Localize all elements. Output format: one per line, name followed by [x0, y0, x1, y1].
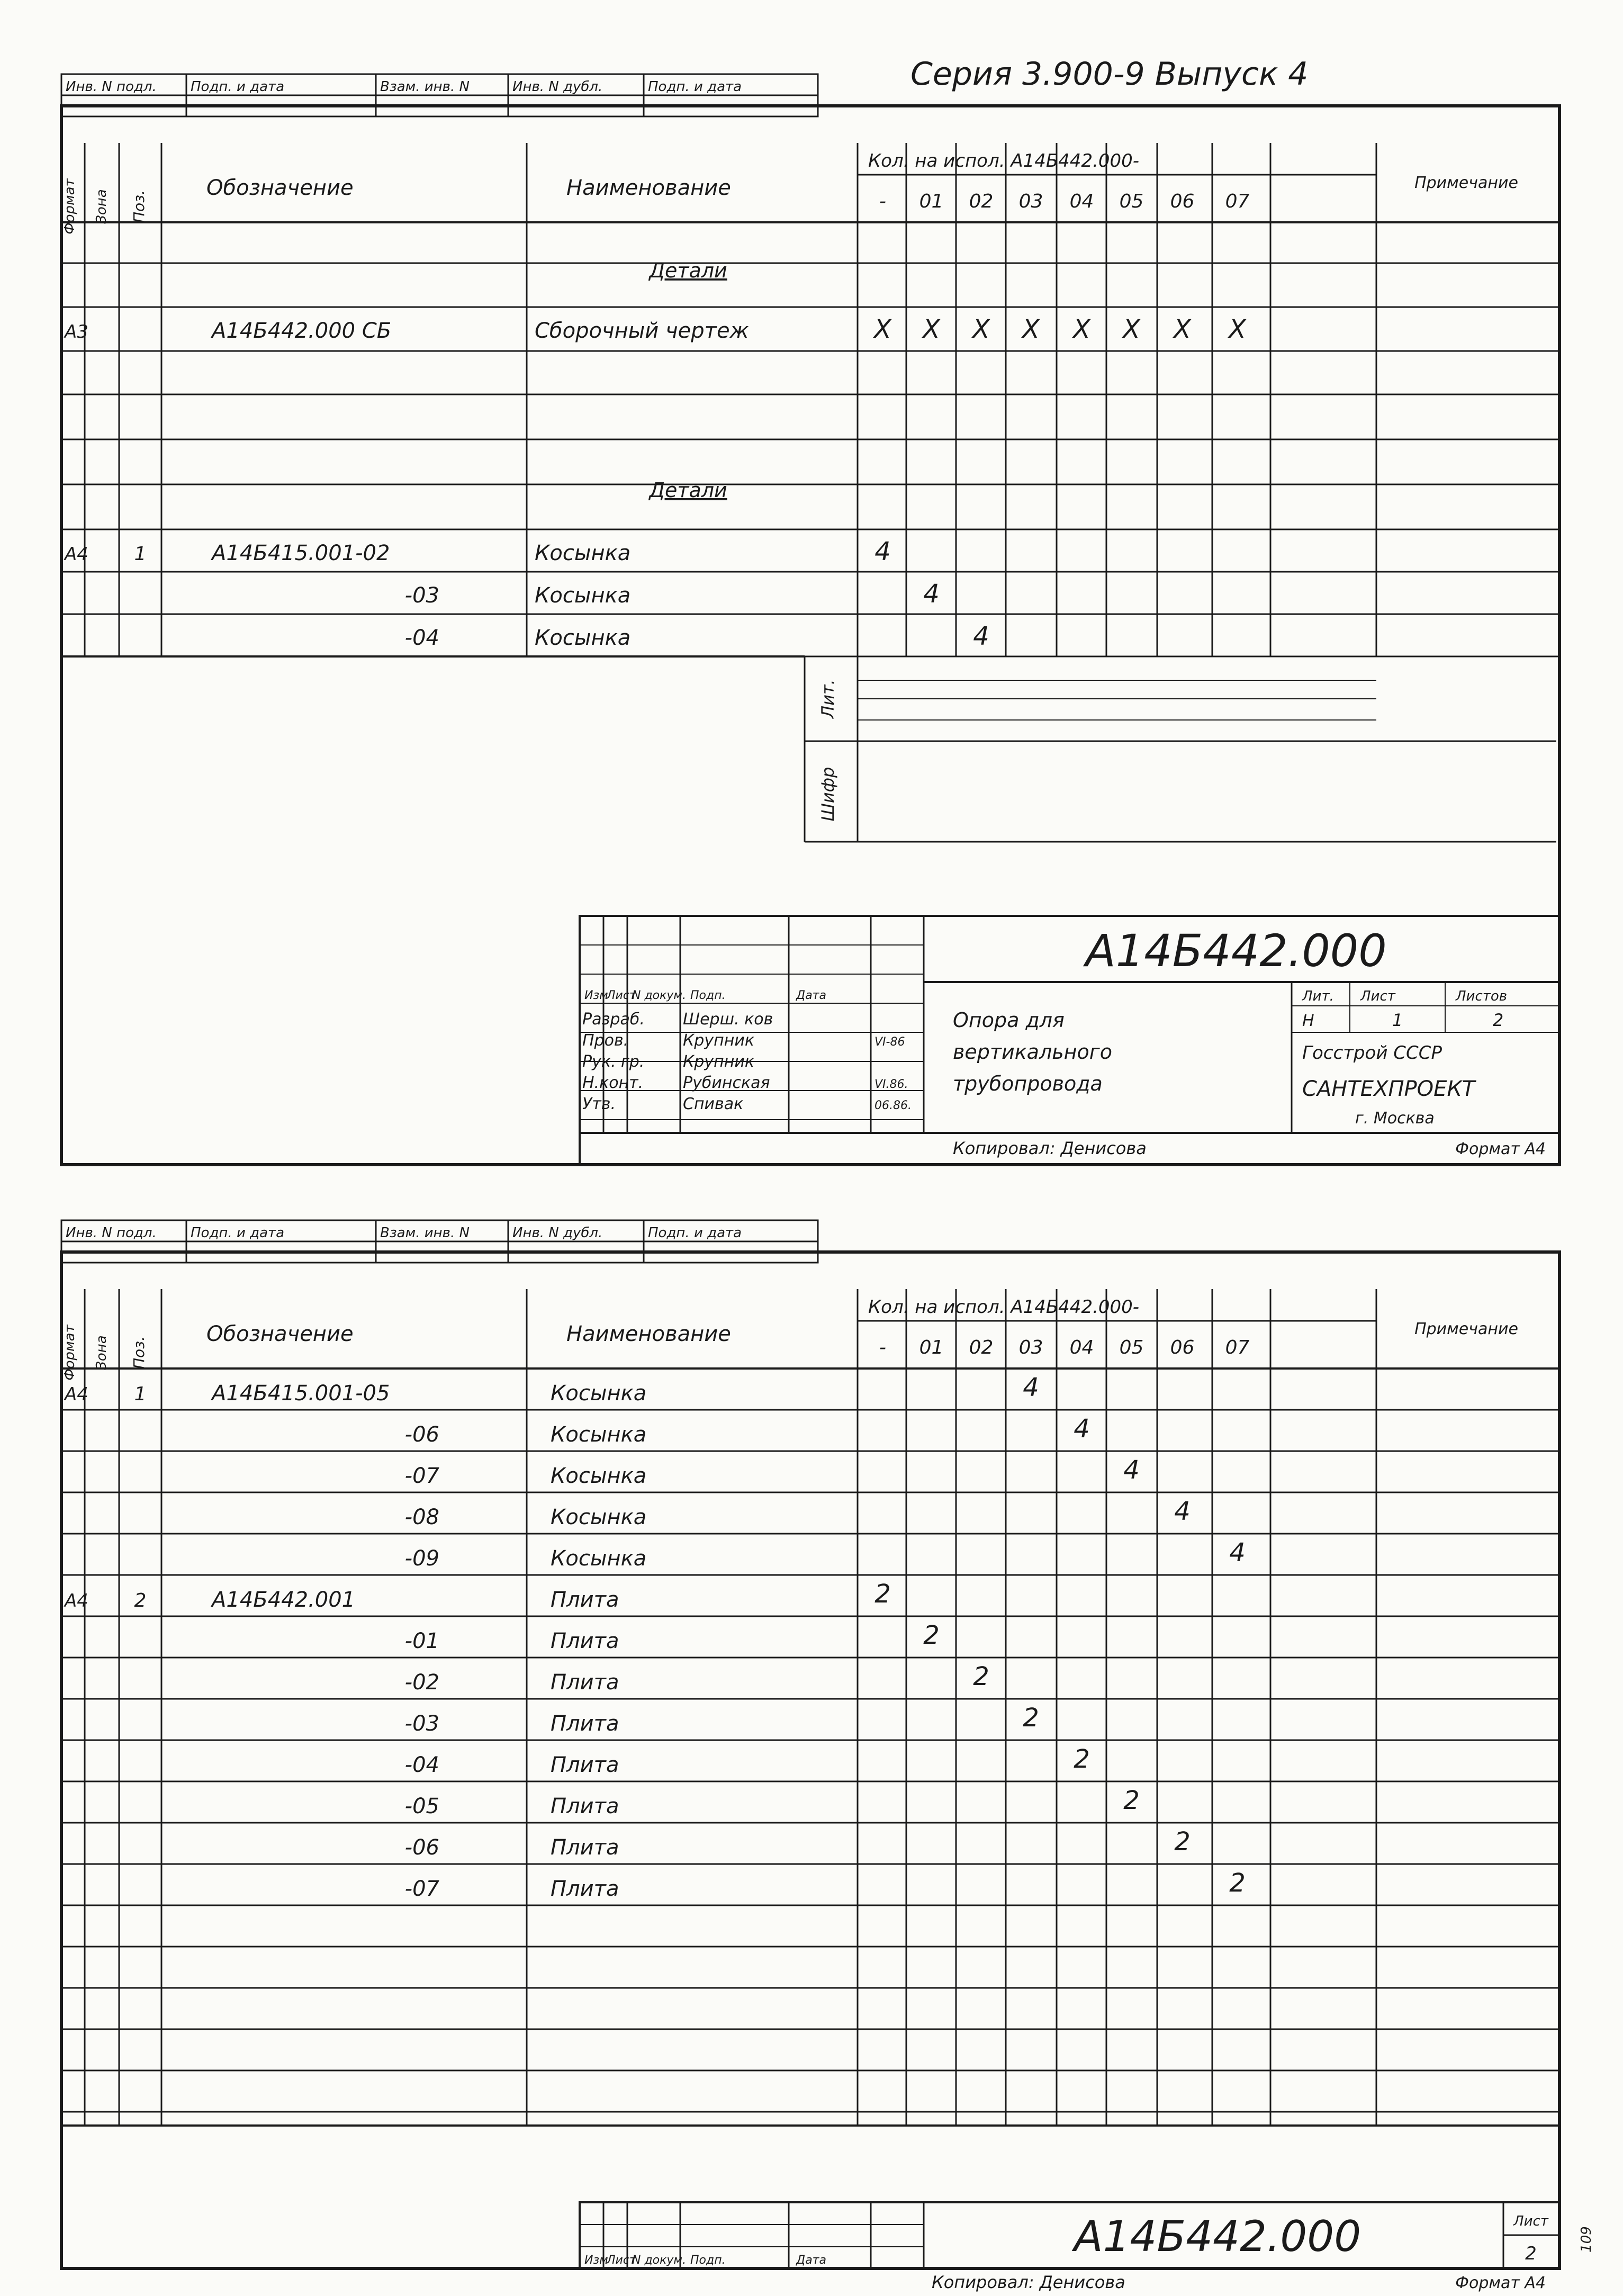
row-qty-4: 4: [1074, 1414, 1090, 1444]
row-name: Плита: [551, 1877, 619, 1901]
change-header: N докум.: [632, 2254, 687, 2267]
role-label: Н.конт.: [582, 1074, 644, 1092]
person-name: Спивак: [683, 1095, 744, 1113]
row-designation: -05: [404, 1794, 439, 1818]
lit-value: Н: [1302, 1012, 1314, 1030]
format-header: Формат: [62, 178, 78, 235]
row-designation: -06: [404, 1422, 439, 1447]
qty-title-header: Кол. на испол. А14Б442.000-: [868, 1296, 1140, 1318]
row-designation: -03: [404, 583, 439, 608]
format-header: Формат: [62, 1325, 78, 1381]
copied-by: Копировал: Денисова: [953, 1138, 1147, 1158]
role-label: Пров.: [582, 1031, 629, 1050]
qty-title-header: Кол. на испол. А14Б442.000-: [868, 150, 1140, 172]
role-label: Рук. гр.: [582, 1052, 645, 1071]
row-name: Косынка: [535, 626, 631, 650]
row-qty-1: X: [923, 314, 940, 344]
change-header: N докум.: [632, 989, 687, 1002]
row-qty-7: 2: [1229, 1868, 1246, 1898]
row-qty-5: 2: [1123, 1786, 1140, 1815]
row-name: Плита: [551, 1835, 619, 1860]
row-name: Плита: [551, 1794, 619, 1818]
cipher-label: Шифр: [818, 767, 838, 822]
name-header: Наименование: [566, 1322, 731, 1346]
row-name: Плита: [551, 1670, 619, 1695]
row-qty-5: 4: [1123, 1455, 1140, 1485]
sheet-value: 2: [1525, 2243, 1537, 2264]
org-line: САНТЕХПРОЕКТ: [1302, 1077, 1475, 1101]
sheet-2: [61, 1220, 1594, 2292]
row-designation: -07: [404, 1464, 439, 1488]
qty-col-header-0: -: [879, 191, 886, 212]
row-qty-3: 4: [1023, 1373, 1039, 1402]
org-line: Госстрой СССР: [1302, 1042, 1442, 1064]
format-label: Формат А4: [1455, 1140, 1546, 1158]
row-qty-3: X: [1022, 314, 1040, 344]
change-header: Лист: [607, 989, 636, 1002]
row-name: Косынка: [551, 1464, 647, 1488]
title-block: [580, 2202, 1559, 2268]
row-designation: А14Б415.001-05: [212, 1381, 390, 1406]
row-pos: 1: [134, 543, 147, 565]
lit-label: Лит.: [1302, 988, 1334, 1004]
qty-col-header-5: 05: [1119, 1337, 1144, 1358]
qty-col-header-0: -: [879, 1337, 886, 1358]
qty-col-header-3: 03: [1018, 1337, 1043, 1358]
change-header: Подп.: [690, 989, 726, 1002]
sheet-label: Лист: [1360, 988, 1395, 1004]
change-header: Дата: [796, 2254, 826, 2267]
row-designation: -03: [404, 1712, 439, 1736]
archive-label: Подп. и дата: [648, 1225, 742, 1241]
row-name: Сборочный чертеж: [535, 319, 749, 343]
row-pos: 1: [134, 1383, 147, 1405]
title-line: Опора для: [953, 1009, 1065, 1032]
row-name: Плита: [551, 1712, 619, 1736]
qty-col-header-4: 04: [1069, 191, 1094, 212]
row-name: Косынка: [535, 583, 631, 608]
change-header: Изм: [584, 2254, 608, 2267]
row-name: Косынка: [551, 1546, 647, 1571]
title-line: вертикального: [953, 1040, 1112, 1064]
row-qty-6: 2: [1174, 1827, 1191, 1857]
row-qty-1: 2: [923, 1620, 940, 1650]
qty-col-header-7: 07: [1225, 1337, 1250, 1358]
litera-label: Лит.: [818, 679, 838, 718]
row-name: Косынка: [551, 1381, 647, 1406]
row-qty-7: X: [1229, 314, 1246, 344]
row-format: А3: [65, 321, 88, 343]
row-name: Косынка: [535, 541, 631, 565]
row-qty-2: X: [972, 314, 990, 344]
row-designation: А14Б442.000 СБ: [212, 319, 392, 343]
row-qty-4: 2: [1074, 1744, 1090, 1774]
archive-label: Инв. N подл.: [66, 1225, 157, 1241]
sheets-value: 2: [1492, 1010, 1504, 1030]
sheet-label: Лист: [1513, 2213, 1548, 2229]
row-designation: -02: [404, 1670, 439, 1695]
doc-number: А14Б442.000: [1085, 925, 1387, 977]
row-name: Плита: [551, 1753, 619, 1777]
qty-col-header-3: 03: [1018, 191, 1043, 212]
row-format: А4: [65, 1384, 88, 1405]
sheet-value: 1: [1392, 1010, 1403, 1030]
row-designation: -09: [404, 1546, 439, 1571]
series-label: Серия 3.900-9 Выпуск 4: [910, 56, 1309, 93]
format-label: Формат А4: [1455, 2274, 1546, 2292]
qty-col-header-6: 06: [1170, 191, 1195, 212]
sheet-1: [61, 56, 1559, 1165]
role-label: Утв.: [582, 1095, 616, 1113]
qty-col-header-7: 07: [1225, 191, 1250, 212]
row-qty-3: 2: [1023, 1703, 1039, 1733]
archive-label: Взам. инв. N: [380, 1225, 470, 1241]
row-pos: 2: [134, 1590, 147, 1611]
designation-header: Обозначение: [206, 176, 354, 200]
note-header: Примечание: [1414, 174, 1518, 192]
note-header: Примечание: [1414, 1320, 1518, 1338]
row-qty-5: X: [1123, 314, 1140, 344]
row-qty-4: X: [1073, 314, 1090, 344]
zone-header: Зона: [94, 1335, 110, 1370]
row-designation: А14Б442.001: [212, 1588, 356, 1612]
qty-col-header-1: 01: [919, 191, 944, 212]
change-header: Изм: [584, 989, 608, 1002]
org-line: г. Москва: [1355, 1109, 1435, 1128]
sheets-label: Листов: [1456, 988, 1508, 1004]
designation-header: Обозначение: [206, 1322, 354, 1346]
section-title: Детали: [649, 479, 727, 502]
row-qty-7: 4: [1229, 1538, 1246, 1568]
row-designation: -04: [404, 626, 439, 650]
margin-note: 109: [1579, 2226, 1594, 2253]
row-qty-0: 4: [874, 537, 891, 566]
person-name: Крупник: [683, 1052, 754, 1071]
role-label: Разраб.: [582, 1010, 645, 1029]
archive-label: Инв. N дубл.: [512, 1225, 603, 1241]
row-format: А4: [65, 1590, 88, 1611]
row-qty-0: 2: [874, 1579, 891, 1609]
row-qty-2: 4: [973, 622, 989, 651]
section-title: Детали: [649, 259, 727, 282]
change-header: Подп.: [690, 2254, 726, 2267]
date-value: 06.86.: [874, 1099, 912, 1112]
qty-col-header-4: 04: [1069, 1337, 1094, 1358]
qty-col-header-2: 02: [969, 191, 994, 212]
archive-label: Подп. и дата: [191, 79, 285, 95]
change-header: Дата: [796, 989, 826, 1002]
row-name: Плита: [551, 1588, 619, 1612]
doc-number: А14Б442.000: [1074, 2212, 1361, 2261]
pos-header: Поз.: [130, 190, 148, 223]
row-name: Косынка: [551, 1422, 647, 1447]
archive-label: Инв. N подл.: [66, 79, 157, 95]
row-designation: -08: [404, 1505, 439, 1529]
row-name: Плита: [551, 1629, 619, 1653]
person-name: Рубинская: [683, 1074, 770, 1092]
zone-header: Зона: [94, 189, 110, 224]
archive-label: Взам. инв. N: [380, 79, 470, 95]
qty-col-header-6: 06: [1170, 1337, 1195, 1358]
name-header: Наименование: [566, 176, 731, 200]
row-designation: -01: [404, 1629, 439, 1653]
row-qty-6: X: [1174, 314, 1191, 344]
pos-header: Поз.: [130, 1336, 148, 1369]
copied-by: Копировал: Денисова: [932, 2272, 1125, 2292]
row-qty-1: 4: [923, 579, 940, 609]
row-qty-6: 4: [1174, 1497, 1191, 1526]
archive-label: Подп. и дата: [648, 79, 742, 95]
person-name: Шерш. ков: [683, 1010, 773, 1029]
qty-col-header-1: 01: [919, 1337, 944, 1358]
qty-col-header-2: 02: [969, 1337, 994, 1358]
row-designation: -06: [404, 1835, 439, 1860]
date-value: VI-86: [874, 1036, 905, 1049]
qty-col-header-5: 05: [1119, 191, 1144, 212]
row-designation: -04: [404, 1753, 439, 1777]
archive-label: Подп. и дата: [191, 1225, 285, 1241]
person-name: Крупник: [683, 1031, 754, 1050]
row-designation: А14Б415.001-02: [212, 541, 390, 565]
row-qty-0: X: [874, 314, 891, 344]
archive-label: Инв. N дубл.: [512, 79, 603, 95]
title-line: трубопровода: [953, 1072, 1103, 1095]
row-designation: -07: [404, 1877, 439, 1901]
date-value: VI.86.: [874, 1078, 908, 1091]
row-qty-2: 2: [973, 1662, 989, 1691]
change-header: Лист: [607, 2254, 636, 2267]
row-format: А4: [65, 544, 88, 565]
row-name: Косынка: [551, 1505, 647, 1529]
